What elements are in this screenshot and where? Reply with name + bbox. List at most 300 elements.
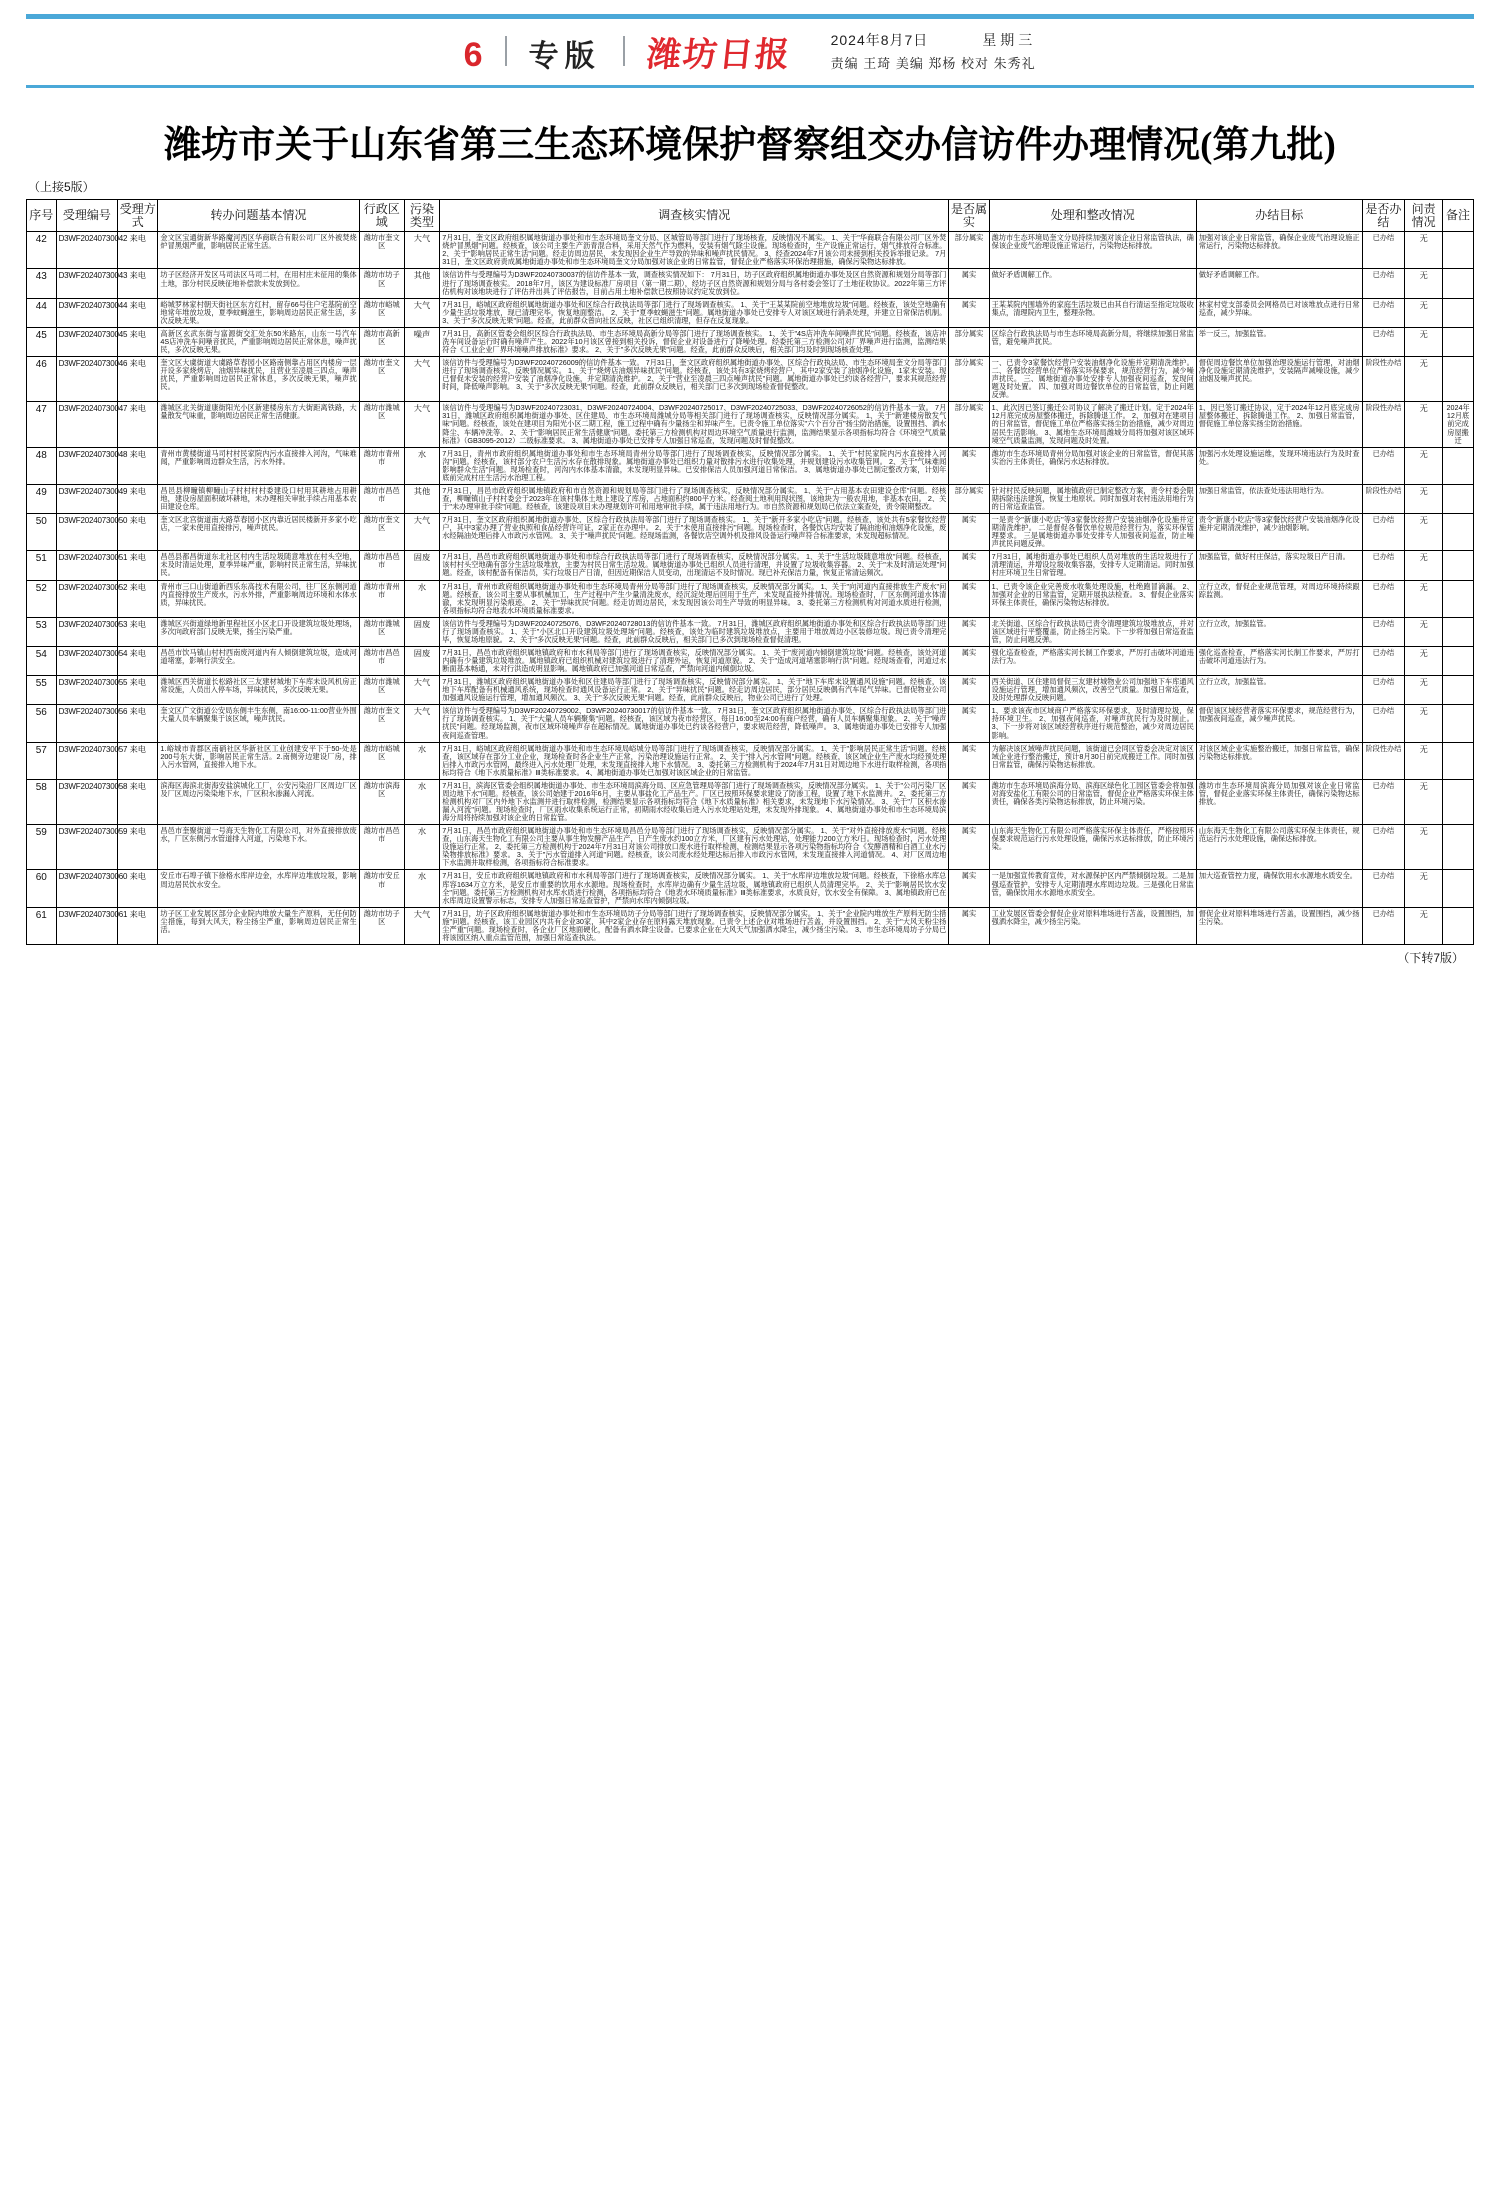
cell-index: 52 (27, 580, 57, 617)
page-title: 潍坊市关于山东省第三生态环境保护督察组交办信访件办理情况(第九批) (164, 125, 1336, 166)
cell-investigation: 7月31日，安丘市政府组织属地镇政府和市水利局等部门进行了现场调查核实，反映情况部分属实。 1、关于"水库岸边堆放垃圾"问题。经核查，下徐格水库总库容1634万立方米，是安丘市重要的饮用水水源地。现场检查时，水库岸边确有少量生活垃圾，属地镇政府已组织人员清理完毕。 2、关于"影响居民饮水安全"问题。委托第三方检测机构对水库水质进行检测，各项指标均符合《地表水环境质量标准》Ⅲ类标准要求，水质良好，饮水安全有保障。 3、属地镇政府已在水库周边设置警示标志，安排专人加强日常巡查管护，严禁向水库内倾倒垃圾。 (440, 870, 949, 907)
cell-code: D3WF20240730044 (56, 298, 118, 327)
cell-completed: 已办结 (1362, 232, 1405, 269)
cell-completed: 已办结 (1362, 646, 1405, 675)
cell-investigation: 7月31日，峪城区政府组织属地街道办事处和区综合行政执法局等部门进行了现场调查核实。 1、关于"王某某院前空地堆放垃圾"问题。经核查，该处空地确有少量生活垃圾堆放，现已清理完毕，恢复地面整洁。 2、关于"夏季蚊蝇滋生"问题。属地街道办事处已安排专人对该区域进行消杀处理，并建立日常保洁机制。 3、关于"多次反映无果"问题。经查，此前群众曾向社区反映，社区已组织清理，但存在反复现象。 (440, 298, 949, 327)
cell-accountability: 无 (1405, 705, 1443, 742)
cell-is-real: 属实 (949, 617, 989, 646)
cell-problem: 潍城区兴街道绿地新里程社区小区北口开设建筑垃圾处理场，多次向政府部门反映无果，扬尘污染严重。 (158, 617, 359, 646)
table-row (27, 825, 1474, 870)
cell-code: D3WF20240730051 (56, 551, 118, 580)
cell-code: D3WF20240730046 (56, 357, 118, 402)
cell-completed: 已办结 (1362, 327, 1405, 356)
cell-region: 潍坊市坊子区 (359, 269, 404, 298)
cell-completed: 已办结 (1362, 269, 1405, 298)
cell-index: 56 (27, 705, 57, 742)
cell-completed: 已办结 (1362, 779, 1405, 824)
cell-goal: 潍坊市生态环境局滨海分局加强对该企业日常监管，督促企业落实环保主体责任，确保污染物达标排放。 (1196, 779, 1362, 824)
cell-accountability: 无 (1405, 357, 1443, 402)
col-header-code: 受理编号 (56, 200, 118, 232)
cell-is-real: 属实 (949, 779, 989, 824)
cell-type: 大气 (404, 402, 440, 447)
cell-region: 潍坊市昌邑市 (359, 825, 404, 870)
date-block (831, 30, 1037, 72)
cell-is-real: 属实 (949, 825, 989, 870)
table-row (27, 907, 1474, 944)
cell-remark (1443, 232, 1474, 269)
table-body (27, 232, 1474, 945)
cell-way: 来电 (118, 580, 158, 617)
cell-goal: 做好矛盾调解工作。 (1196, 269, 1362, 298)
cell-way: 来电 (118, 447, 158, 484)
col-header-index: 序号 (27, 200, 57, 232)
cell-accountability: 无 (1405, 907, 1443, 944)
cell-type: 大气 (404, 514, 440, 551)
editor-credits: 责编 王琦 美编 郑杨 校对 朱秀礼 (830, 55, 1036, 71)
cell-accountability: 无 (1405, 617, 1443, 646)
masthead (26, 19, 1474, 83)
cell-region: 潍坊市昌邑市 (359, 484, 404, 513)
continued-to-note: （下转7版） (1397, 950, 1464, 965)
table-row (27, 676, 1474, 705)
cell-way: 来电 (118, 232, 158, 269)
cell-goal: 加强日常监管，依法查处违法用地行为。 (1196, 484, 1362, 513)
cell-type: 固废 (404, 551, 440, 580)
cell-investigation: 7月31日，昌邑市政府组织属地镇政府和市自然资源和规划局等部门进行了现场调查核实，反映情况部分属实。 1、关于"占用基本农田建设仓库"问题。经核查，柳疃镇山子村村委会于2023年在该村集体土地上建设了库房，占地面积约800平方米。经查阅土地利用现状图，该地块为一般农用地，非基本农田。 2、关于"未办理审批手续"问题。经核查，该建设项目未办理规划许可和用地审批手续，属于违法用地行为。市自然资源和规划局已依法立案查处，责令限期整改。 (440, 484, 949, 513)
cell-accountability: 无 (1405, 484, 1443, 513)
table-row (27, 402, 1474, 447)
cell-completed: 阶段性办结 (1362, 484, 1405, 513)
cell-way: 来电 (118, 269, 158, 298)
cell-handling: 一、已责令3家餐饮经营户安装油烟净化设施并定期清洗维护。 二、各餐饮经营单位严格落实环保要求，规范经营行为，减少噪声扰民。 三、属地街道办事处安排专人加强夜间巡查，发现问题及时处置。 四、加强对周边餐饮单位的日常监管，防止问题反弹。 (989, 357, 1196, 402)
cell-handling: 山东海天生物化工有限公司严格落实环保主体责任，严格按照环保要求规范运行污水处理设施，确保污水达标排放，防止环境污染。 (989, 825, 1196, 870)
col-header-remark: 备注 (1443, 200, 1474, 232)
cell-way: 来电 (118, 484, 158, 513)
cell-type: 大气 (404, 705, 440, 742)
cell-investigation: 7月31日，奎文区政府组织属地街道办事处和市生态环境局奎文分局、区城管局等部门进行了现场核查，反映情况不属实。 1、关于"华商联合有限公司厂区外焚烧炉冒黑烟"问题。经核查，该公司主要生产沥青混合料，采用天然气作为燃料，安装有烟气除尘设施。现场检查时，生产设施正常运行，烟气排放符合标准。 2、关于"影响居民正常生活"问题。经走访周边居民，未发现因企业生产导致的异味和噪声扰民情况。 3、经查2024年7月该公司未接到相关投诉举报记录。 7月31日，奎文区政府责成属地街道办事处和市生态环境局奎文分局加强对该企业的日常监管，督促企业严格落实环保治理措施，确保污染物达标排放。 (440, 232, 949, 269)
cell-index: 42 (27, 232, 57, 269)
cell-investigation: 7月31日，青州市政府组织属地街道办事处和市生态环境局青州分局等部门进行了现场调查核实，反映情况部分属实。 1、关于"村民家院内污水直接排入河沟"问题。经核查，该村部分农户生活污水存在散排现象。属地街道办事处已组织力量对散排污水进行收集处理，并规划建设污水收集管网。 2、关于"气味难闻影响群众生活"问题。现场检查时，河沟内水体基本清澈，未发现明显异味。已安排保洁人员加强河道日常保洁。 3、属地街道办事处已制定整改方案，计划年底前完成村庄生活污水治理工程。 (440, 447, 949, 484)
cell-region: 潍坊市峪城区 (359, 742, 404, 779)
cell-completed: 已办结 (1362, 298, 1405, 327)
cell-remark (1443, 646, 1474, 675)
cell-way: 来电 (118, 825, 158, 870)
cell-is-real: 部分属实 (949, 232, 989, 269)
cell-type: 大气 (404, 676, 440, 705)
cell-remark (1443, 870, 1474, 907)
cell-investigation: 7月31日，青州市政府组织属地街道办事处和市生态环境局青州分局等部门进行了现场调查核实，反映情况部分属实。 1、关于"向河道内直接排放生产废水"问题。经核查，该公司主要从事机械加工，生产过程中产生少量清洗废水，经沉淀处理后回用于生产，未发现直接外排情况。现场检查时，厂区东侧河道水体清澈，未发现明显污染痕迹。 2、关于"异味扰民"问题。经走访周边居民，未发现因该公司生产导致的明显异味。 3、委托第三方检测机构对河道水质进行检测，各项指标均符合地表水环境质量标准要求。 (440, 580, 949, 617)
cell-handling: 为解决该区域噪声扰民问题，该街道已会同区管委会决定对该区域企业进行整治搬迁，预计8月30日前完成搬迁工作。同时加强日常监管，确保污染物达标排放。 (989, 742, 1196, 779)
cell-accountability: 无 (1405, 298, 1443, 327)
cell-goal: 督促该区域经营者落实环保要求，规范经营行为，加强夜间巡查，减少噪声扰民。 (1196, 705, 1362, 742)
table-row (27, 646, 1474, 675)
cell-way: 来电 (118, 646, 158, 675)
cell-code: D3WF20240730048 (56, 447, 118, 484)
cell-handling: 区综合行政执法局与市生态环境局高新分局，将继续加强日常监管，避免噪声扰民。 (989, 327, 1196, 356)
cell-accountability: 无 (1405, 327, 1443, 356)
cell-is-real: 部分属实 (949, 357, 989, 402)
cell-index: 50 (27, 514, 57, 551)
cell-region: 潍坊市潍城区 (359, 617, 404, 646)
col-header-region: 行政区域 (359, 200, 404, 232)
cell-problem: 安丘市石埠子镇下徐格水库岸边金，水库岸边堆放垃圾，影响周边居民饮水安全。 (158, 870, 359, 907)
col-header-way: 受理方式 (118, 200, 158, 232)
cell-is-real: 属实 (949, 551, 989, 580)
cell-completed: 已办结 (1362, 580, 1405, 617)
cell-index: 53 (27, 617, 57, 646)
table-row (27, 357, 1474, 402)
cell-handling: 潍坊市生态环境局青州分局加强对该企业的日常监管，督促其落实治污主体责任，确保污水达标排放。 (989, 447, 1196, 484)
cell-region: 潍坊市奎文区 (359, 514, 404, 551)
cell-region: 潍坊市奎文区 (359, 705, 404, 742)
cell-way: 来电 (118, 779, 158, 824)
cell-accountability: 无 (1405, 646, 1443, 675)
cell-type: 水 (404, 870, 440, 907)
cell-remark (1443, 580, 1474, 617)
cell-way: 来电 (118, 551, 158, 580)
weekday: 星期三 (982, 31, 1037, 48)
cell-region: 潍坊市高新区 (359, 327, 404, 356)
cell-handling: 一是责令"新康小吃店"等3家餐饮经营户安装油烟净化设施并定期清洗维护。 二是督促各餐饮单位规范经营行为，落实环保管理要求。 三是属地街道办事处安排专人加强夜间巡查，防止噪声扰民问题反弹。 (989, 514, 1196, 551)
cell-remark (1443, 447, 1474, 484)
cell-handling: 1、要求该夜市区域商户严格落实环保要求，及时清理垃圾，保持环境卫生。 2、加强夜间巡查，对噪声扰民行为及时制止。 3、下一步将对该区域经营秩序进行规范整治，减少对周边居民影响。 (989, 705, 1196, 742)
cell-goal: 立行立改，督促企业规范管理，对周边环境持续跟踪监测。 (1196, 580, 1362, 617)
cell-problem: 滨海区海滨北街海安盐滨城化工厂，公安污染沿厂区周边厂区及厂区周边污染染地下水，厂区积水渗漏入河流。 (158, 779, 359, 824)
cell-accountability: 无 (1405, 870, 1443, 907)
cell-completed: 已办结 (1362, 870, 1405, 907)
cell-accountability: 无 (1405, 514, 1443, 551)
cell-problem: 青州市三口山街道新西乐东高技术有限公司，往厂区东侧河道内直接排放生产废水，污水外排，严重影响周边环境和水体水质，异味扰民。 (158, 580, 359, 617)
cell-region: 潍坊市青州市 (359, 447, 404, 484)
cell-index: 43 (27, 269, 57, 298)
cell-remark (1443, 357, 1474, 402)
cell-way: 来电 (118, 742, 158, 779)
cell-code: D3WF20240730042 (56, 232, 118, 269)
cell-goal: 加强污水处理设施运维，发现环境违法行为及时查处。 (1196, 447, 1362, 484)
cell-is-real: 部分属实 (949, 327, 989, 356)
cell-problem: 昌邑市奎聚街道一号海天生物化工有限公司，对外直接排放废水，厂区东侧污水管道排入河道，污染地下水。 (158, 825, 359, 870)
cell-accountability: 无 (1405, 825, 1443, 870)
section-label: 专版 (528, 40, 601, 74)
cell-handling: 1、此次因已签订搬迁公司协议了解决了搬迁计划。定于2024年12月底完成房屋整体搬迁，拆除腾退工作。 2、加强对在建项目的日常监管，督促施工单位严格落实扬尘防治措施，减少对周边居民生活影响。 3、属地生态环境局潍城分局将加强对该区域环境空气质量监测，发现问题及时处置。 (989, 402, 1196, 447)
cell-code: D3WF20240730052 (56, 580, 118, 617)
cell-index: 59 (27, 825, 57, 870)
cell-investigation: 7月31日，奎文区政府组织属地街道办事处、区综合行政执法局等部门进行了现场调查核实。 1、关于"新开多家小吃店"问题。经核查，该处共有5家餐饮经营户，其中3家办理了营业执照和食品经营许可证，2家正在办理中。 2、关于"未使用直接排污"问题。现场检查时，各餐饮店均安装了隔油池和油烟净化设施，废水经隔油处理后排入市政污水管网。 3、关于"噪声扰民"问题。经现场监测，各餐饮店空调外机及排风设备运行噪声符合标准要求，未发现超标情况。 (440, 514, 949, 551)
cell-remark (1443, 327, 1474, 356)
cell-region: 潍坊市滨海区 (359, 779, 404, 824)
cell-is-real: 属实 (949, 580, 989, 617)
col-header-problem: 转办问题基本情况 (158, 200, 359, 232)
cell-code: D3WF20240730053 (56, 617, 118, 646)
continued-from-note: （上接5版） (28, 180, 95, 194)
cell-accountability: 无 (1405, 402, 1443, 447)
cell-remark (1443, 825, 1474, 870)
cell-investigation: 7月31日，昌邑市政府组织属地街道办事处和市生态环境局昌邑分局等部门进行了现场调查核实，反映情况部分属实。 1、关于"对外直接排放废水"问题。经核查，山东海天生物化工有限公司主要从事生物发酵产品生产，日产生废水约100立方米，厂区建有污水处理站，处理能力200立方米/日。现场检查时，污水处理设施运行正常。 2、委托第三方检测机构于2024年7月31日对该公司排放口废水进行取样检测，检测结果显示各项污染物指标均符合《发酵酒精和白酒工业水污染物排放标准》要求。 3、关于"污水管道排入河道"问题。经核查，该公司废水经处理达标后排入市政污水管网，未发现直接排入河道情况。 4、对厂区周边地下水监测井取样检测，各项指标符合标准要求。 (440, 825, 949, 870)
cell-completed: 已办结 (1362, 447, 1405, 484)
masthead-divider-2 (623, 36, 625, 66)
cell-investigation: 该信访件与受理编号为D3WF20240725076、D3WF20240728013的信访件基本一致。 7月31日，潍城区政府组织属地街道办事处和区综合行政执法局等部门进行了现场调查核实。 1、关于"小区北口开设建筑垃圾处理场"问题。经核查，该处为临时建筑垃圾堆放点，主要用于堆放周边小区装修垃圾。现已责令清理完毕，恢复场地原貌。 2、关于"多次反映无果"问题。经查，此前群众反映后，相关部门已多次到现场检查督促清理。 (440, 617, 949, 646)
cell-goal: 举一反三，加强监管。 (1196, 327, 1362, 356)
cell-goal: 林家村党支部委员会网格员已对该堆放点进行日常巡查，减少异味。 (1196, 298, 1362, 327)
cell-handling: 7月31日，属地街道办事处已组织人员对堆放的生活垃圾进行了清理清运，并增设垃圾收集容器，安排专人定期清运。同时加强村庄环境卫生日常管理。 (989, 551, 1196, 580)
cell-region: 潍坊市昌邑市 (359, 551, 404, 580)
table-header-row (27, 200, 1474, 232)
table-row (27, 484, 1474, 513)
cell-remark (1443, 705, 1474, 742)
cell-region: 潍坊市潍城区 (359, 402, 404, 447)
cell-problem: 1.峪城市青郡区南硝社区华新社区工业创建安平下于50-处是200号东大街，影响居民正常生活。2.南侧旁边建设厂房，排入污水管网，直接排入地下水。 (158, 742, 359, 779)
cell-investigation: 7月31日，高新区管委会组织区综合行政执法局、市生态环境局高新分局等部门进行了现场调查核实。 1、关于"4S店冲洗车间噪声扰民"问题。经核查，该店冲洗车间设备运行时确有噪声产生。2022年10月该区曾接到相关投诉，督促企业对设备进行了降噪处理。经委托第三方检测公司对厂界噪声进行监测，监测结果符合《工业企业厂界环境噪声排放标准》要求。 2、关于"多次反映无果"问题。经查，此前群众反映后，相关部门均及时到现场核查处理。 (440, 327, 949, 356)
cell-accountability: 无 (1405, 779, 1443, 824)
cell-completed: 已办结 (1362, 551, 1405, 580)
complaint-table (26, 199, 1474, 945)
cell-completed: 阶段性办结 (1362, 357, 1405, 402)
cell-type: 固废 (404, 646, 440, 675)
cell-completed: 阶段性办结 (1362, 402, 1405, 447)
cell-goal: 对该区域企业实施整治搬迁，加强日常监管，确保污染物达标排放。 (1196, 742, 1362, 779)
cell-region: 潍坊市青州市 (359, 580, 404, 617)
cell-type: 其他 (404, 484, 440, 513)
cell-code: D3WF20240730057 (56, 742, 118, 779)
cell-code: D3WF20240730049 (56, 484, 118, 513)
cell-handling: 做好矛盾调解工作。 (989, 269, 1196, 298)
table-row (27, 580, 1474, 617)
table-row (27, 327, 1474, 356)
cell-goal: 立行立改，加强监管。 (1196, 676, 1362, 705)
cell-goal: 强化巡查检查，严格落实河长制工作要求，严厉打击破坏河道违法行为。 (1196, 646, 1362, 675)
cell-accountability: 无 (1405, 742, 1443, 779)
cell-way: 来电 (118, 514, 158, 551)
cell-index: 60 (27, 870, 57, 907)
cell-type: 大气 (404, 232, 440, 269)
cell-problem: 坊子区工业发展区部分企业院内堆放大量生产原料，无任何防尘措施，每到大风天，粉尘扬尘严重，影响周边居民正常生活。 (158, 907, 359, 944)
cell-code: D3WF20240730056 (56, 705, 118, 742)
cell-problem: 昌邑县都昌街道东北社区村内生活垃圾随意堆放在村头空地，未及时清运处理，夏季异味严重，影响村民正常生活，异味扰民。 (158, 551, 359, 580)
cell-remark (1443, 779, 1474, 824)
cell-goal: 督促企业对原料堆场进行苫盖，设置围挡，减少扬尘污染。 (1196, 907, 1362, 944)
cell-completed: 已办结 (1362, 825, 1405, 870)
cell-is-real: 属实 (949, 870, 989, 907)
cell-problem: 昌邑市饮马镇山村村西南废河道内有人倾倒建筑垃圾，造成河道堵塞，影响行洪安全。 (158, 646, 359, 675)
cell-index: 48 (27, 447, 57, 484)
page-number: 6 (463, 36, 483, 75)
table-row (27, 551, 1474, 580)
table-row (27, 269, 1474, 298)
cell-handling: 针对村民反映问题，属地镇政府已制定整改方案，责令村委会限期拆除违法建筑，恢复土地原状。同时加强对农村违法用地行为的日常巡查监管。 (989, 484, 1196, 513)
cell-remark (1443, 742, 1474, 779)
cell-investigation: 7月31日，昌邑市政府组织属地镇政府和市水利局等部门进行了现场调查核实，反映情况部分属实。 1、关于"废河道内倾倒建筑垃圾"问题。经核查，该处河道内确有少量建筑垃圾堆放。属地镇政府已组织机械对建筑垃圾进行了清理外运，恢复河道原貌。 2、关于"造成河道堵塞影响行洪"问题。经现场查看，河道过水断面基本畅通，未对行洪造成明显影响。属地镇政府已加强河道日常巡查，严禁向河道内倾倒垃圾。 (440, 646, 949, 675)
cell-problem: 高新区玄武东街与富源街交汇处东50米路东，山东一号汽车4S店冲洗车间噪音扰民，严重影响周边居民正常休息，噪声扰民，多次反映无果。 (158, 327, 359, 356)
cell-index: 61 (27, 907, 57, 944)
cell-code: D3WF20240730055 (56, 676, 118, 705)
cell-problem: 昌邑县柳疃镇柳疃山子村村村村委建设口村用其耕地占用耕地，建设房屋面积破坏耕地，未办理相关审批手续占用基本农田建设仓库。 (158, 484, 359, 513)
cell-index: 55 (27, 676, 57, 705)
cell-is-real: 属实 (949, 298, 989, 327)
cell-is-real: 属实 (949, 676, 989, 705)
col-header-is-real: 是否属实 (949, 200, 989, 232)
cell-handling: 西关街道、区住建局督促三友建材城物业公司加强地下车库通风设施运行管理，增加通风频次，改善空气质量。加强日常巡查，及时处理群众反映问题。 (989, 676, 1196, 705)
cell-index: 47 (27, 402, 57, 447)
cell-investigation: 7月31日，昌邑市政府组织属地街道办事处和市综合行政执法局等部门进行了现场调查核实，反映情况部分属实。 1、关于"生活垃圾随意堆放"问题。经核查，该村村头空地确有部分生活垃圾堆放，主要为村民日常生活垃圾。属地街道办事处已组织人员进行清理，并设置了垃圾收集容器。 2、关于"未及时清运处理"问题。经查，该村配备有保洁员，实行垃圾日产日清，但因近期保洁人员变动，出现清运不及时情况。现已补充保洁力量，恢复正常清运频次。 (440, 551, 949, 580)
cell-goal: 立行立改，加强监管。 (1196, 617, 1362, 646)
cell-type: 其他 (404, 269, 440, 298)
cell-is-real: 部分属实 (949, 402, 989, 447)
cell-problem: 青州市黄楼街道马司村村民家院内污水直接排入河沟，气味难闻，严重影响周边群众生活，污水外排。 (158, 447, 359, 484)
table-row (27, 232, 1474, 269)
cell-index: 49 (27, 484, 57, 513)
cell-type: 噪声 (404, 327, 440, 356)
cell-accountability: 无 (1405, 676, 1443, 705)
cell-is-real: 属实 (949, 705, 989, 742)
cell-investigation: 7月31日，峪城区政府组织属地街道办事处和市生态环境局峪城分局等部门进行了现场调查核实，反映情况部分属实。 1、关于"影响居民正常生活"问题。经核查，该区域存在部分工业企业，现场检查时各企业生产正常，污染治理设施运行正常。 2、关于"排入污水管网"问题。经核查，该区域企业生产废水均经预处理后排入市政污水管网，最终进入污水处理厂处理，未发现直接排入地下水情况。 3、委托第三方检测机构于2024年7月31日对周边地下水进行取样检测，各项指标均符合《地下水质量标准》Ⅲ类标准要求。 4、属地街道办事处已加强对该区域企业的日常监管。 (440, 742, 949, 779)
cell-type: 固废 (404, 617, 440, 646)
cell-investigation: 该信访件与受理编号为D3WF20240729002、D3WF20240730017的信访件基本一致。 7月31日，奎文区政府组织属地街道办事处、区综合行政执法局等部门进行了现场调查核实。 1、关于"大量人员车辆聚集"问题。经核查，该区域为夜市经营区，每日16:00至24:00有商户经营，确有人员车辆聚集现象。 2、关于"噪声扰民"问题。经现场监测，夜市区域环境噪声存在超标情况。属地街道办事处已约谈各经营户，要求规范经营，降低噪声。 3、属地街道办事处已安排专人加强夜间巡查管理。 (440, 705, 949, 742)
cell-type: 水 (404, 580, 440, 617)
cell-goal: 山东海天生物化工有限公司落实环保主体责任，规范运行污水处理设施，确保达标排放。 (1196, 825, 1362, 870)
cell-region: 潍坊市潍城区 (359, 676, 404, 705)
publication-date: 2024年8月7日 (830, 31, 929, 48)
table-row (27, 705, 1474, 742)
cell-is-real: 属实 (949, 742, 989, 779)
under-rule (26, 85, 1474, 88)
masthead-divider-1 (505, 36, 507, 66)
cell-handling: 强化巡查检查，严格落实河长制工作要求，严厉打击破坏河道违法行为。 (989, 646, 1196, 675)
cell-remark: 2024年12月底前完成房屋搬迁 (1443, 402, 1474, 447)
cell-index: 51 (27, 551, 57, 580)
cell-type: 水 (404, 742, 440, 779)
cell-remark (1443, 298, 1474, 327)
cell-problem: 奎文区大虞街道大虞路草春园小区路南侧靠占用区内楼房一层开设多家烧烤店，油烟异味扰民，且营业至凌晨三四点，噪声扰民，严重影响周边居民正常休息，多次反映无果，噪声扰民。 (158, 357, 359, 402)
cell-problem: 坊子区经济开发区马司法区马司二村，在用村庄未征用的集体土地，部分村民反映征地补偿款未发放到位。 (158, 269, 359, 298)
cell-handling: 潍坊市生态环境局奎文分局持续加强对该企业日常监管执法，确保该企业废气治理设施正常运行，污染物达标排放。 (989, 232, 1196, 269)
cell-is-real: 属实 (949, 269, 989, 298)
cell-goal: 加大巡查管控力度，确保饮用水水源地水质安全。 (1196, 870, 1362, 907)
cell-problem: 潍城区西关街道长松路社区三友建材城地下车库未设风机房正常设施，人员出入停车场，异味扰民，多次反映无果。 (158, 676, 359, 705)
cell-region: 潍坊市奎文区 (359, 357, 404, 402)
cell-code: D3WF20240730047 (56, 402, 118, 447)
cell-code: D3WF20240730043 (56, 269, 118, 298)
cell-way: 来电 (118, 705, 158, 742)
cell-problem: 奎文区广文街道公安局东侧丰生东侧，南16:00-11:00营业外围大量人员车辆聚集于该区域，噪声扰民。 (158, 705, 359, 742)
cell-completed: 已办结 (1362, 676, 1405, 705)
col-header-goal: 办结目标 (1196, 200, 1362, 232)
cell-remark (1443, 514, 1474, 551)
cell-handling: 一是加强宣传教育宣传，对水源保护区内严禁倾倒垃圾。二是加强巡查管护，安排专人定期清理水库周边垃圾。三是强化日常监管，确保饮用水水源地水质安全。 (989, 870, 1196, 907)
cell-investigation: 该信访件与受理编号为D3WF20240723031、D3WF20240724004、D3WF20240725017、D3WF20240725033、D3WF20240726052的信访件基本一致。 7月31日，潍城区政府组织属地街道办事处、区住建局、市生态环境局潍城分局等相关部门进行了现场调查核实，反映情况部分属实。 1、关于"新建楼房散发气味"问题。经核查，该处在建项目为阳光小区二期工程，施工过程中确有少量扬尘和异味产生。已责令施工单位落实"六个百分百"扬尘防治措施，设置围挡、洒水降尘、车辆冲洗等。 2、关于"影响居民正常生活健康"问题。委托第三方检测机构对周边环境空气质量进行监测，监测结果显示各项指标均符合《环境空气质量标准》（GB3095-2012）二级标准要求。 3、属地街道办事处已安排专人加强日常巡查，发现问题及时督促整改。 (440, 402, 949, 447)
table-row (27, 870, 1474, 907)
cell-investigation: 7月31日，坊子区政府组织属地街道办事处和市生态环境局坊子分局等部门进行了现场调查核实，反映情况部分属实。 1、关于"企业院内堆放生产原料无防尘措施"问题。经核查，该工业园区内共有企业30家，其中2家企业存在原料露天堆放现象。已责令上述企业对堆场进行苫盖，并设置围挡。 2、关于"大风天粉尘扬尘严重"问题。现场检查时，各企业厂区地面硬化，配备有洒水降尘设备。已要求企业在大风天气加强洒水降尘，减少扬尘污染。 3、市生态环境局坊子分局已将该园区纳入重点监管范围，加强日常巡查执法。 (440, 907, 949, 944)
cell-investigation: 该信访件与受理编号为D3WF20240726009的信访件基本一致。 7月31日，奎文区政府组织属地街道办事处、区综合行政执法局、市生态环境局奎文分局等部门进行了现场调查核实，反映情况属实。 1、关于"烧烤店油烟异味扰民"问题。经核查，该处共有3家烧烤经营户，其中2家安装了油烟净化设施，1家未安装。现已督促未安装的经营户安装了油烟净化设施，并定期清洗维护。 2、关于"营业至凌晨三四点噪声扰民"问题。属地街道办事处已约谈各经营户，要求其规范经营时间，降低噪声影响。 3、关于"多次反映无果"问题。经查，此前群众反映后，相关部门已多次到现场检查督促整改。 (440, 357, 949, 402)
cell-type: 水 (404, 779, 440, 824)
cell-handling: 工业发展区管委会督促企业对原料堆场进行苫盖，设置围挡，加强洒水降尘，减少扬尘污染。 (989, 907, 1196, 944)
cell-type: 大气 (404, 298, 440, 327)
cell-goal: 1、因已签订搬迁协议，定于2024年12月底完成房屋整体搬迁、拆除腾退工作。 2、加强日常监管，督促施工单位落实扬尘防治措施。 (1196, 402, 1362, 447)
cell-remark (1443, 907, 1474, 944)
cell-handling: 王某某院内围墙外的家庭生活垃圾已由其自行清运至指定垃圾收集点，清理院内卫生，整理杂物。 (989, 298, 1196, 327)
table-row (27, 617, 1474, 646)
cell-code: D3WF20240730050 (56, 514, 118, 551)
col-header-handling: 处理和整改情况 (989, 200, 1196, 232)
cell-way: 来电 (118, 617, 158, 646)
table-row (27, 779, 1474, 824)
cell-code: D3WF20240730059 (56, 825, 118, 870)
cell-region: 潍坊市坊子区 (359, 907, 404, 944)
cell-index: 44 (27, 298, 57, 327)
cell-goal: 督促周边餐饮单位加强治理设施运行管理，对油烟净化设施定期清洗维护，安装隔声减噪设施，减少油烟及噪声扰民。 (1196, 357, 1362, 402)
cell-completed: 已办结 (1362, 705, 1405, 742)
cell-code: D3WF20240730060 (56, 870, 118, 907)
cell-region: 潍坊市昌邑市 (359, 646, 404, 675)
cell-region: 潍坊市峪城区 (359, 298, 404, 327)
cell-investigation: 该信访件与受理编号为D3WF20240730037的信访件基本一致，调查核实情况如下： 7月31日，坊子区政府组织属地街道办事处及区自然资源和规划分局等部门进行了现场调查核实。 2018年7月，该区为建设标准厂房项目（第一期二期），经坊子区自然资源和规划分局与各村委会签订了土地征收协议。2022年第三方评估机构对该地块进行了评估并出具了评估报告，目前占用土地补偿款已按照协议约定发放到位。 (440, 269, 949, 298)
cell-code: D3WF20240730045 (56, 327, 118, 356)
cell-is-real: 属实 (949, 646, 989, 675)
cell-way: 来电 (118, 327, 158, 356)
cell-accountability: 无 (1405, 232, 1443, 269)
col-header-type: 污染类型 (404, 200, 440, 232)
cell-remark (1443, 269, 1474, 298)
cell-problem: 金文区宝通街新华路魔河西区华商联合有限公司厂区外被焚烧炉冒黑烟严重，影响居民正常生活。 (158, 232, 359, 269)
table-row (27, 298, 1474, 327)
cell-remark (1443, 551, 1474, 580)
cell-remark (1443, 617, 1474, 646)
cell-way: 来电 (118, 676, 158, 705)
cell-region: 潍坊市安丘市 (359, 870, 404, 907)
cell-way: 来电 (118, 907, 158, 944)
cell-accountability: 无 (1405, 269, 1443, 298)
cell-remark (1443, 484, 1474, 513)
cell-index: 58 (27, 779, 57, 824)
cell-goal: 加强监管，做好村庄保洁，落实垃圾日产日清。 (1196, 551, 1362, 580)
cell-type: 大气 (404, 357, 440, 402)
cell-goal: 责令"新康小吃店"等3家餐饮经营户安装油烟净化设施并定期清洗维护，减少油烟影响。 (1196, 514, 1362, 551)
cell-completed: 阶段性办结 (1362, 742, 1405, 779)
cell-completed: 已办结 (1362, 617, 1405, 646)
cell-handling: 北关街道、区综合行政执法局已责令清理建筑垃圾堆放点，并对该区域进行平整覆盖，防止扬尘污染。下一步将加强日常巡查监管，防止问题反弹。 (989, 617, 1196, 646)
cell-type: 水 (404, 447, 440, 484)
cell-region: 潍坊市奎文区 (359, 232, 404, 269)
newspaper-page (0, 14, 1500, 2204)
cell-type: 大气 (404, 907, 440, 944)
cell-problem: 奎文区北宫街道南大路草春园小区内靠近居民楼新开多家小吃店，一家未使用直接排污，噪声扰民。 (158, 514, 359, 551)
cell-way: 来电 (118, 402, 158, 447)
cell-index: 57 (27, 742, 57, 779)
cell-handling: 1、已责令该企业完善废水收集处理设施，杜绝跑冒滴漏。 2、加强对企业的日常监管，定期开展执法检查。 3、督促企业落实环保主体责任，确保污染物达标排放。 (989, 580, 1196, 617)
cell-way: 来电 (118, 870, 158, 907)
cell-type: 水 (404, 825, 440, 870)
col-header-investigation: 调查核实情况 (440, 200, 949, 232)
cell-is-real: 属实 (949, 514, 989, 551)
cell-completed: 已办结 (1362, 907, 1405, 944)
cell-index: 45 (27, 327, 57, 356)
table-row (27, 514, 1474, 551)
cell-is-real: 属实 (949, 907, 989, 944)
cell-index: 54 (27, 646, 57, 675)
cell-code: D3WF20240730061 (56, 907, 118, 944)
cell-investigation: 7月31日，潍城区政府组织属地街道办事处和区住建局等部门进行了现场调查核实，反映情况部分属实。 1、关于"地下车库未设置通风设施"问题。经核查，该地下车库配备有机械通风系统，现场检查时通风设备运行正常。 2、关于"异味扰民"问题。经走访周边居民，部分居民反映偶有汽车尾气异味。已督促物业公司加强通风设施运行管理，增加通风频次。 3、关于"多次反映无果"问题。经查，此前群众反映后，物业公司已进行了处理。 (440, 676, 949, 705)
newspaper-brand: 潍坊日报 (644, 35, 793, 76)
cell-accountability: 无 (1405, 447, 1443, 484)
cell-code: D3WF20240730054 (56, 646, 118, 675)
cell-handling: 潍坊市生态环境局滨海分局、滨海区绿色化工园区管委会将加强对海安盐化工有限公司的日常监管，督促企业严格落实环保主体责任，确保各类污染物达标排放，防止环境污染。 (989, 779, 1196, 824)
col-header-completed: 是否办结 (1362, 200, 1405, 232)
cell-completed: 已办结 (1362, 514, 1405, 551)
cell-problem: 峪城罗林家村朝天街社区东方红村，留存66号住户宅基院前空地常年堆放垃圾，夏季蚊蝇滋生，影响周边居民正常生活，多次反映无果。 (158, 298, 359, 327)
cell-code: D3WF20240730058 (56, 779, 118, 824)
col-header-accountability: 问责情况 (1405, 200, 1443, 232)
cell-index: 46 (27, 357, 57, 402)
cell-way: 来电 (118, 357, 158, 402)
